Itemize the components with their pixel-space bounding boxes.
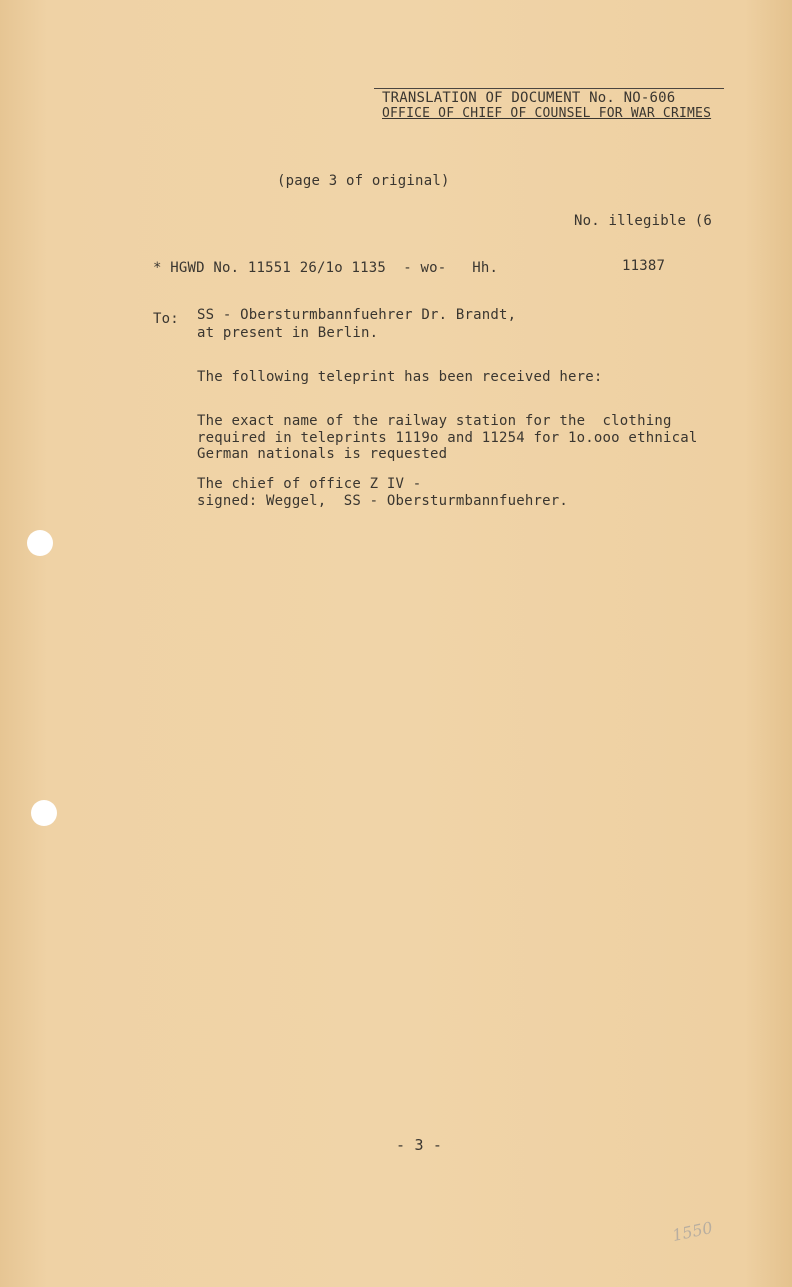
document-number-line: No. illegible (6 [574,213,713,229]
reference-line: * HGWD No. 11551 26/1o 1135 - wo- Hh. [153,260,499,276]
message-line-3: German nationals is requested [197,446,448,462]
header-office-line: OFFICE OF CHIEF OF COUNSEL FOR WAR CRIMES [382,106,712,121]
header-top-rule [374,88,724,89]
punch-hole-bottom [31,800,57,826]
punch-hole-top [27,530,53,556]
page-number: - 3 - [396,1136,443,1154]
address-to-label: To: [153,311,179,327]
page-reference: (page 3 of original) [277,173,450,189]
message-line-2: required in teleprints 1119o and 11254 for 1o.ooo ethnical [197,430,698,446]
signature-signed: signed: Weggel, SS - Obersturmbannfuehrer. [197,493,569,509]
message-line-1: The exact name of the railway station for the clothing [197,413,672,429]
address-location: at present in Berlin. [197,325,379,341]
signature-office: The chief of office Z IV - [197,476,422,492]
header-translation-line: TRANSLATION OF DOCUMENT No. NO-606 [382,90,676,106]
reference-number: 11387 [622,258,666,274]
address-recipient: SS - Obersturmbannfuehrer Dr. Brandt, [197,307,517,323]
pencil-annotation: 1550 [670,1217,715,1246]
intro-text: The following teleprint has been received here: [197,369,603,385]
